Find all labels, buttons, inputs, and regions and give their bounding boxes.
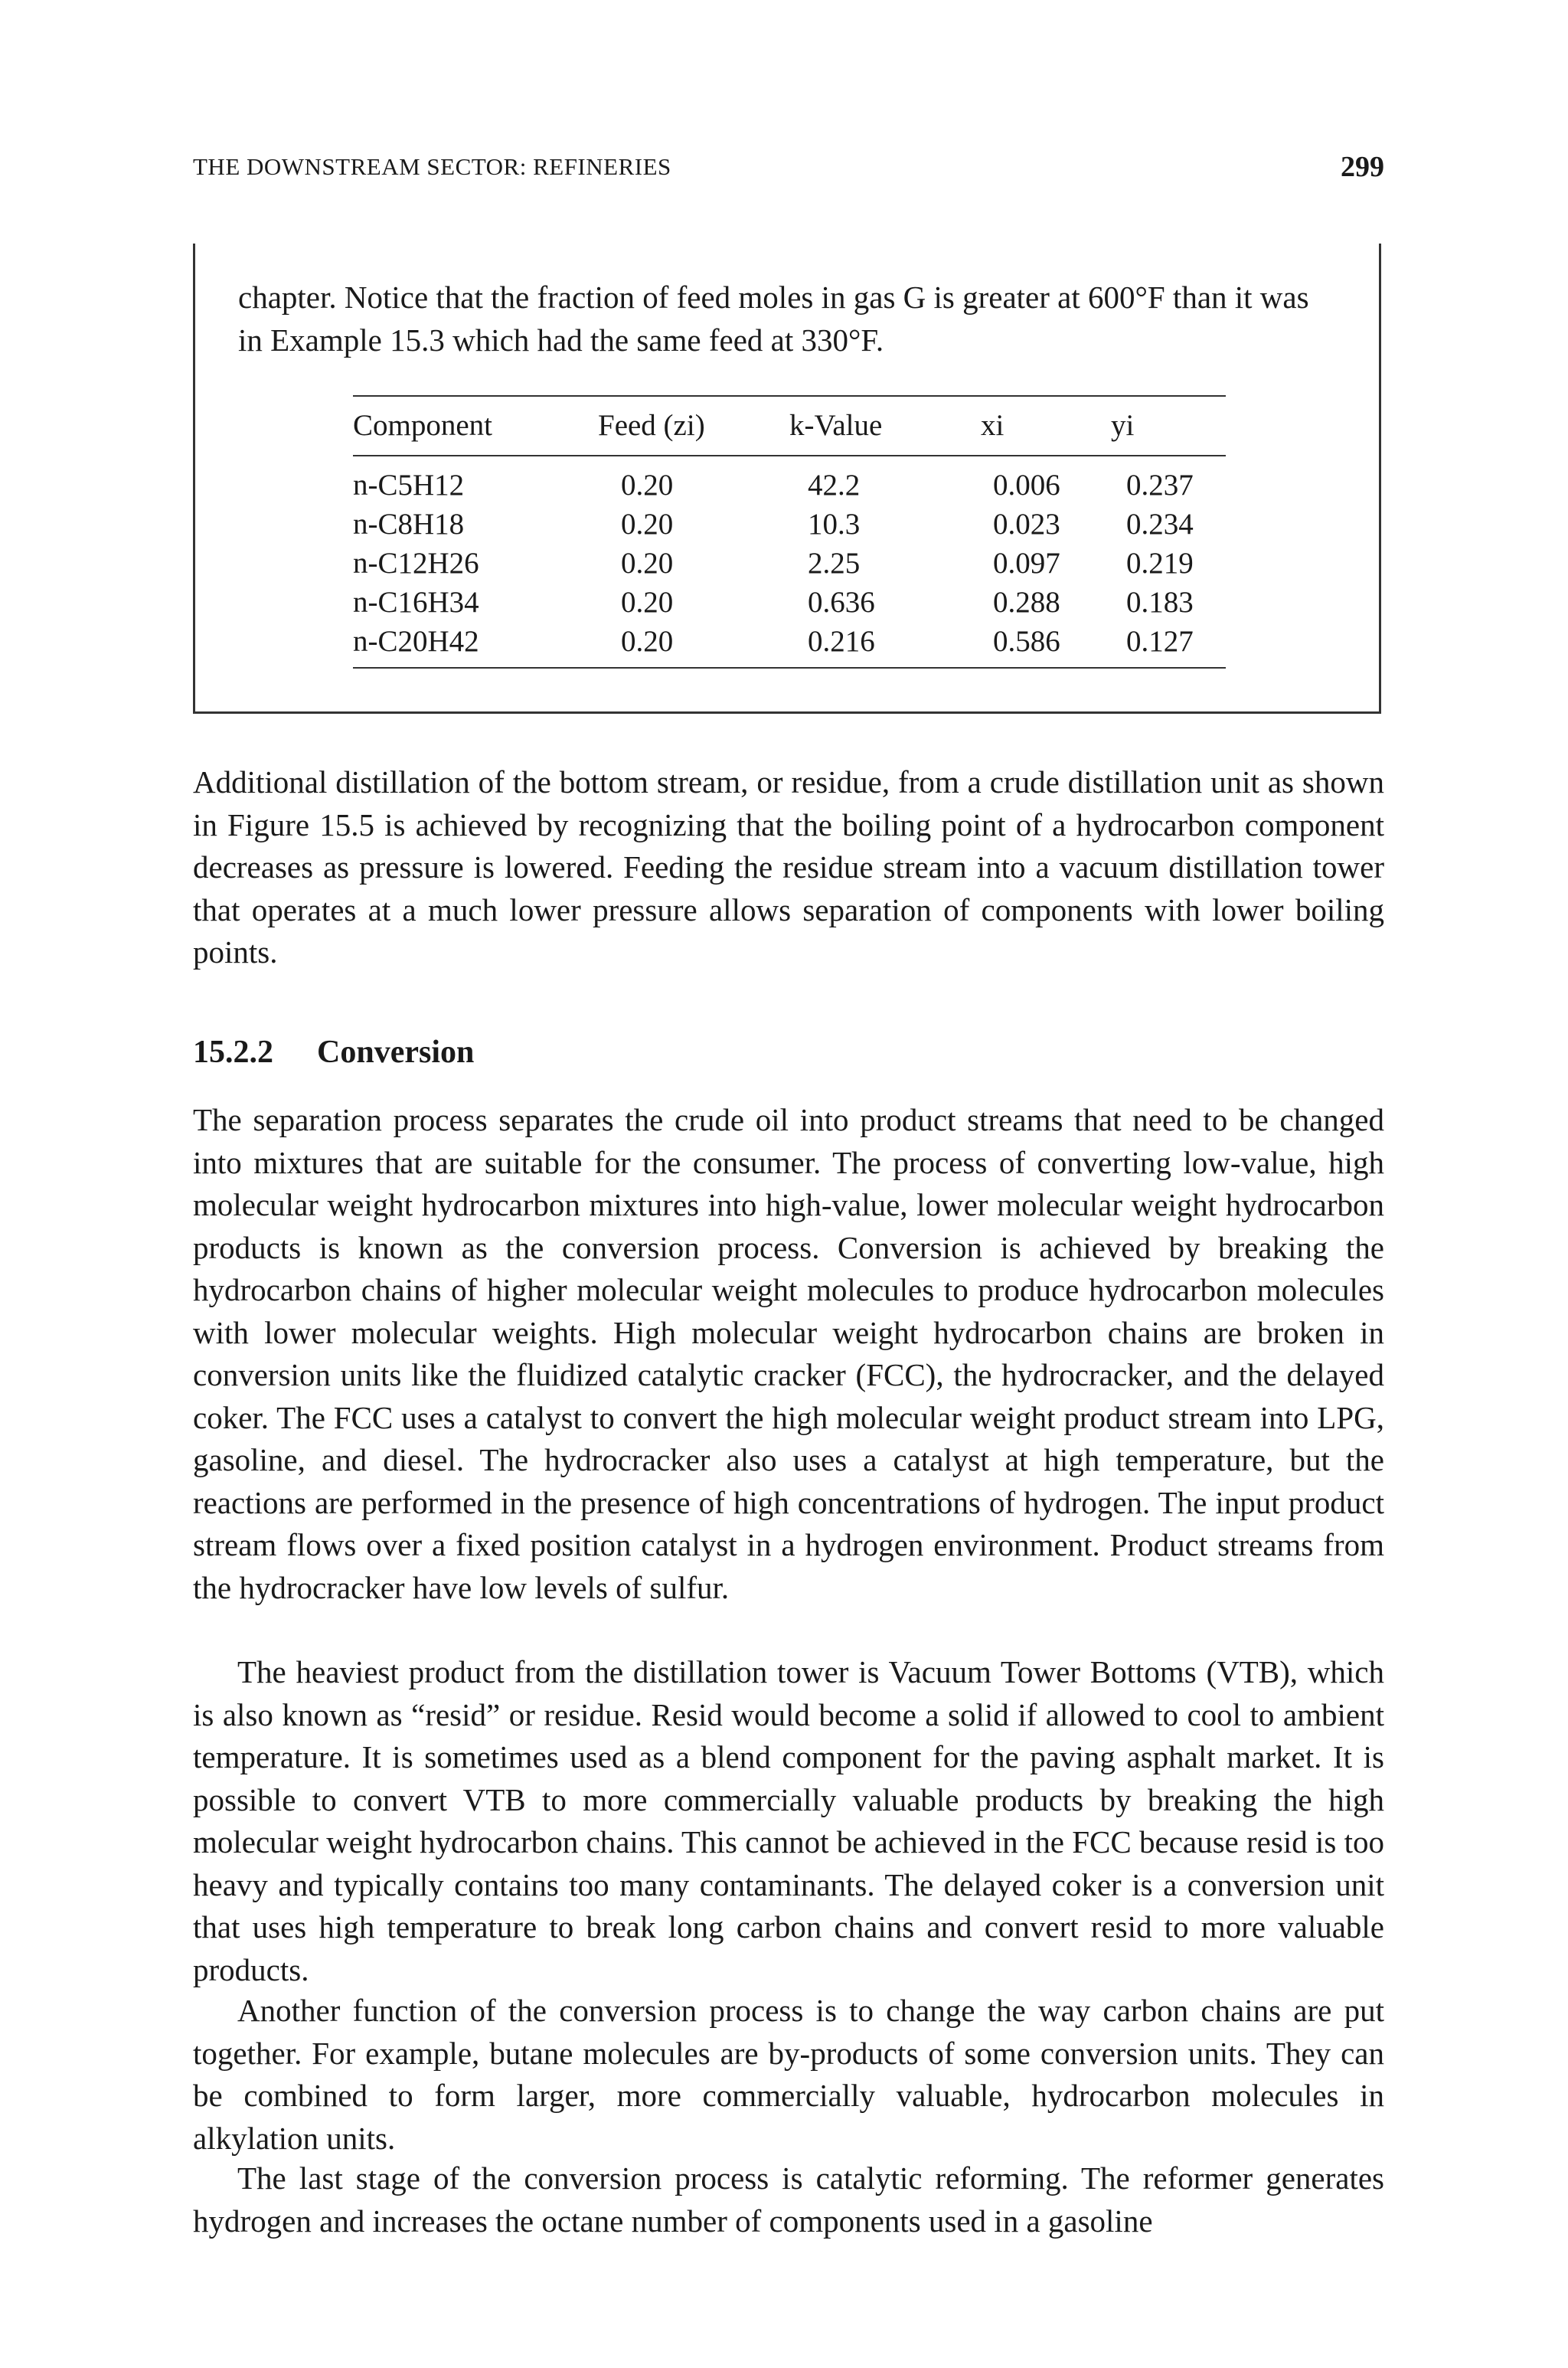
table-row [353, 583, 1226, 622]
running-head: THE DOWNSTREAM SECTOR: REFINERIES [193, 153, 671, 180]
data-table [353, 395, 1226, 669]
example-text: chapter. Notice that the fraction of feed moles in gas G is greater at 600°F than it was in Example 15.3 which had the same feed at 330°F. [238, 280, 1309, 358]
cell-feed: 0.20 [621, 547, 674, 580]
cell-component: n-C12H26 [353, 547, 479, 580]
cell-component: n-C20H42 [353, 622, 598, 668]
table-row [353, 622, 1226, 668]
cell-k-value: 42.2 [808, 469, 861, 502]
table-header-row [353, 396, 1226, 456]
header-x: xi [981, 396, 1111, 456]
table-row [353, 456, 1226, 505]
cell-feed: 0.20 [598, 622, 789, 668]
cell-component: n-C16H34 [353, 586, 479, 619]
paragraph-conversion-intro: The separation process separates the crude oil into product streams that need to be changed into mixtures that are suitable for the consumer. The process of converting low-value, high molecular weight hydrocarbon mixtures into high-value, lower molecular weight hydrocarbon products is known as the conversion process. Conversion is achieved by breaking the hydrocarbon chains of higher molecular weight molecules to produce hydrocarbon molecules with lower molecular weights. High molecular weight hydrocarbon chains are broken in conversion units like the fluidized catalytic cracker (FCC), the hydrocracker, and the delayed coker. The FCC uses a catalyst to convert the high molecular weight product stream into LPG, gasoline, and diesel. The hydrocracker also uses a catalyst at high temperature, but the reactions are performed in the presence of high concentrations of hydrogen. The input product stream flows over a fixed position catalyst in a hydrogen environment. Product streams from the hydrocracker have low levels of sulfur. [193, 1102, 1384, 1605]
paragraph-vacuum-distillation: Additional distillation of the bottom stream, or residue, from a crude distillation unit as shown in Figure 15.5 is achieved by recognizing that the boiling point of a hydrocarbon component decreases as pressure is lowered. Feeding the residue stream into a vacuum distillation tower that operates at a much lower pressure allows separation of components with lower boiling points. [193, 764, 1384, 970]
paragraph-vtb: The heaviest product from the distillation tower is Vacuum Tower Bottoms (VTB), which is also known as “resid” or residue. Resid would become a solid if allowed to cool to ambient temperature. It is sometimes used as a blend component for the paving asphalt market. It is possible to convert VTB to more commercially valuable products by breaking the high molecular weight hydrocarbon chains. This cannot be achieved in the FCC because resid is too heavy and typically contains too many contaminants. The delayed coker is a conversion unit that uses high temperature to break long carbon chains and convert resid to more valuable products. [193, 1654, 1384, 1987]
cell-x: 0.288 [993, 586, 1060, 619]
section-title: Conversion [317, 1035, 475, 1070]
header-k-value: k-Value [789, 396, 981, 456]
cell-y: 0.237 [1126, 469, 1194, 502]
table-row [353, 544, 1226, 583]
cell-component: n-C8H18 [353, 508, 465, 541]
cell-k-value: 10.3 [808, 508, 861, 541]
example-box [193, 244, 1381, 714]
section-number: 15.2.2 [193, 1035, 273, 1070]
cell-k-value: 2.25 [808, 547, 861, 580]
cell-feed: 0.20 [621, 469, 674, 502]
cell-component: n-C5H12 [353, 469, 465, 502]
cell-feed: 0.20 [621, 508, 674, 541]
cell-x: 0.006 [993, 469, 1060, 502]
cell-feed: 0.20 [621, 586, 674, 619]
section-heading [193, 1034, 474, 1071]
cell-k-value: 0.216 [789, 622, 981, 668]
cell-y: 0.183 [1126, 586, 1194, 619]
cell-x: 0.023 [993, 508, 1060, 541]
cell-y: 0.219 [1126, 547, 1194, 580]
cell-x: 0.586 [981, 622, 1111, 668]
header-component: Component [353, 396, 598, 456]
paragraph-alkylation: Another function of the conversion process is to change the way carbon chains are put together. For example, butane molecules are by-products of some conversion units. They can be combined to form larger, more commercially valuable, hydrocarbon molecules in alkylation units. [193, 1993, 1384, 2156]
header-y: yi [1111, 396, 1226, 456]
table-wrapper [353, 395, 1226, 669]
header-feed: Feed (zi) [598, 396, 789, 456]
cell-y: 0.127 [1111, 622, 1226, 668]
table-row [353, 505, 1226, 544]
cell-x: 0.097 [993, 547, 1060, 580]
page-number: 299 [1341, 151, 1384, 183]
cell-y: 0.234 [1126, 508, 1194, 541]
paragraph-reforming: The last stage of the conversion process is catalytic reforming. The reformer generates hydrogen and increases the octane number of components used in a gasoline [193, 2160, 1384, 2239]
cell-k-value: 0.636 [808, 586, 875, 619]
